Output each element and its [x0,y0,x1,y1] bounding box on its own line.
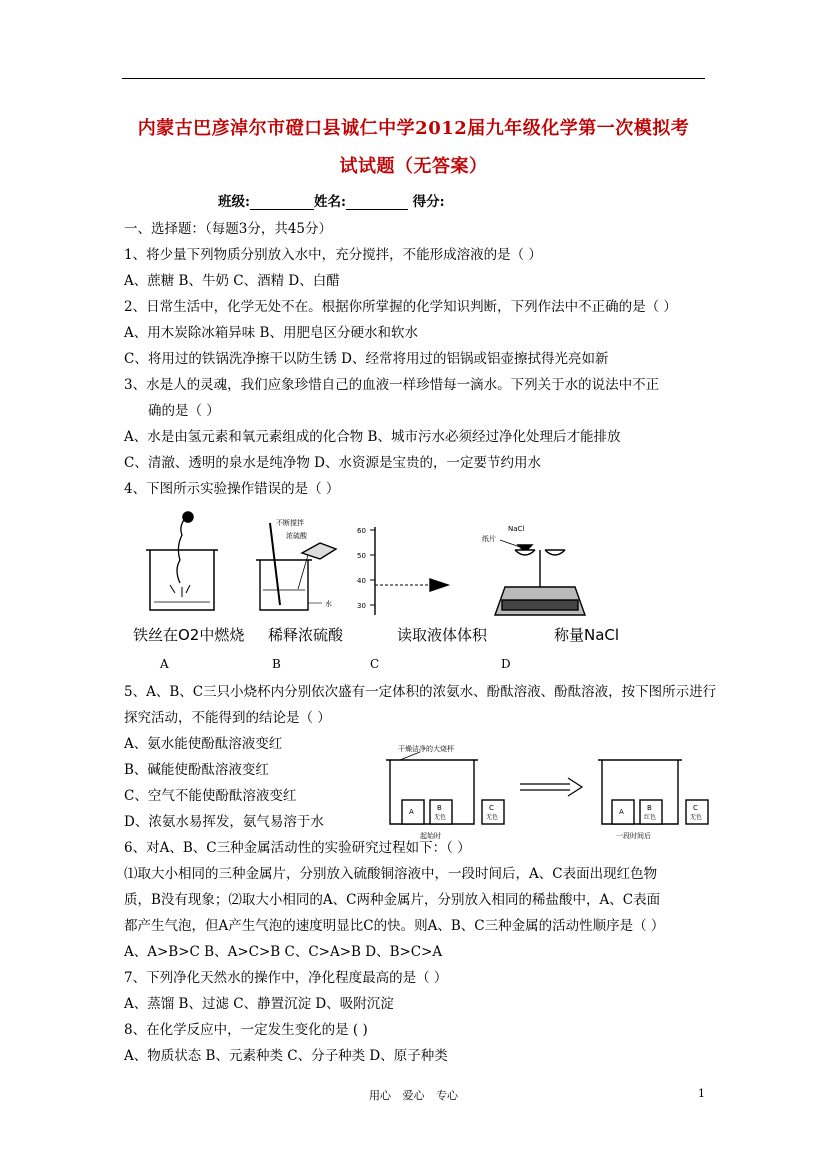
nacl-label: NaCl [508,525,525,533]
beaker-b-red: 红色 [644,814,657,821]
q2-options-cd: C、将用过的铁锅洗净擦干以防生锈 D、经常将用过的铝锅或铝壶擦拭得光亮如新 [124,351,609,367]
section-heading: 一、选择题：（每题3分，共45分） [124,221,333,237]
q3-options-cd: C、清澈、透明的泉水是纯净物 D、水资源是宝贵的，一定要节约用水 [124,455,541,471]
tick-60: 60 [357,527,366,535]
beaker-c-later: C [693,804,698,812]
q6-line-3: 质，B没有现象；⑵取大小相同的A、C两种金属片，分别放入相同的稀盐酸中，A、C表面 [124,892,661,908]
caption-a: 铁丝在O2中燃烧 [133,626,245,644]
top-rule [122,78,705,79]
stir-label: 不断搅拌 [276,519,304,527]
iron-wire-jar-diagram [146,512,218,610]
q6-line-4: 都产生气泡，但A产生气泡的速度明显比C的快。则A、B、C三种金属的活动性顺序是（ ） [124,918,665,934]
tick-30: 30 [357,602,366,610]
class-blank [250,195,314,210]
q3-stem-continued: 确的是（ ） [148,403,220,419]
q5-beaker-figure [380,742,720,840]
letter-d: D [501,657,511,671]
q2-stem: 2、日常生活中，化学无处不在。根据你所掌握的化学知识判断，下列作法中不正确的是（ ） [124,299,677,315]
student-info-row [218,190,445,210]
q6-options: A、A>B>C B、A>C>B C、C>A>B D、B>C>A [124,944,443,960]
letter-a: A [160,657,169,671]
letter-b: B [272,657,281,671]
tick-40: 40 [357,577,366,585]
caption-b: 稀释浓硫酸 [268,626,344,644]
q4-stem: 4、下图所示实验操作错误的是（ ） [124,481,340,497]
name-label: 姓名: [313,194,346,210]
q5-option-a: A、氨水能使酚酞溶液变红 [124,736,283,752]
q5-option-c: C、空气不能使酚酞溶液变红 [124,788,297,804]
q1-stem: 1、将少量下列物质分别放入水中，充分搅拌，不能形成溶液的是（ ） [124,247,542,263]
class-label: 班级: [218,194,250,210]
q5-stem: 5、A、B、C三只小烧杯内分别依次盛有一定体积的浓氨水、酚酞溶液、酚酞溶液，按下图所示进行 [124,684,717,700]
page-footer: 用心 爱心 专心 [369,1089,458,1102]
q7-stem: 7、下列净化天然水的操作中，净化程度最高的是（ ） [124,970,448,986]
beaker-a-start: A [409,808,414,816]
document-title: 内蒙古巴彦淖尔市磴口县诚仁中学2012届九年级化学第一次模拟考 [137,118,690,139]
beaker-b-start: B [437,804,442,812]
q5-option-d: D、浓氨水易挥发，氨气易溶于水 [124,814,324,830]
later-label: 一段时间后 [616,832,651,840]
beaker-b-later: B [647,804,652,812]
q5-stem-continued: 探究活动，不能得到的结论是（ ） [124,710,331,726]
score-label: 得分: [412,194,445,210]
page-number: 1 [698,1087,705,1100]
q2-options-ab: A、用木炭除冰箱异味 B、用肥皂区分硬水和软水 [124,325,418,341]
q6-line-2: ⑴取大小相同的三种金属片，分别放入硫酸铜溶液中，一段时间后，A、C表面出现红色物 [124,866,658,882]
name-blank [346,195,408,210]
q3-options-ab: A、水是由氢元素和氧元素组成的化合物 B、城市污水必须经过净化处理后才能排放 [124,429,621,445]
beaker-c-colorless-later: 无色 [690,814,703,821]
q8-options: A、物质状态 B、元素种类 C、分子种类 D、原子种类 [124,1048,448,1064]
letter-c: C [370,657,380,671]
arrow-icon [520,778,582,796]
beaker-c-colorless: 无色 [486,814,499,821]
acid-label: 浓硫酸 [286,532,307,540]
beaker-b-colorless: 无色 [434,814,447,821]
q7-options: A、蒸馏 B、过滤 C、静置沉淀 D、吸附沉淀 [124,996,394,1012]
q5-option-b: B、碱能使酚酞溶液变红 [124,762,269,778]
q1-options: A、蔗糖 B、牛奶 C、酒精 D、白醋 [124,273,340,289]
beaker-a-later: A [619,808,624,816]
big-beaker-label: 干燥洁净的大烧杯 [398,745,454,753]
q8-stem: 8、在化学反应中，一定发生变化的是 ( ) [124,1022,368,1038]
caption-c: 读取液体体积 [397,626,488,644]
q6-stem: 6、对A、B、C三种金属活动性的实验研究过程如下：（ ） [124,840,471,856]
water-label: 水 [325,600,332,608]
caption-d: 称量NaCl [554,626,620,644]
paper-label: 纸片 [482,535,496,543]
start-label: 起始时 [420,832,441,840]
balance-diagram [495,540,585,615]
tick-50: 50 [357,552,366,560]
q4-apparatus-figure [130,505,650,625]
q3-stem: 3、水是人的灵魂，我们应象珍惜自己的血液一样珍惜每一滴水。下列关于水的说法中不正 [124,377,660,393]
document-title-continued: 试试题（无答案） [339,156,488,177]
graduated-cylinder-diagram [370,527,448,615]
beaker-c-start: C [489,804,494,812]
